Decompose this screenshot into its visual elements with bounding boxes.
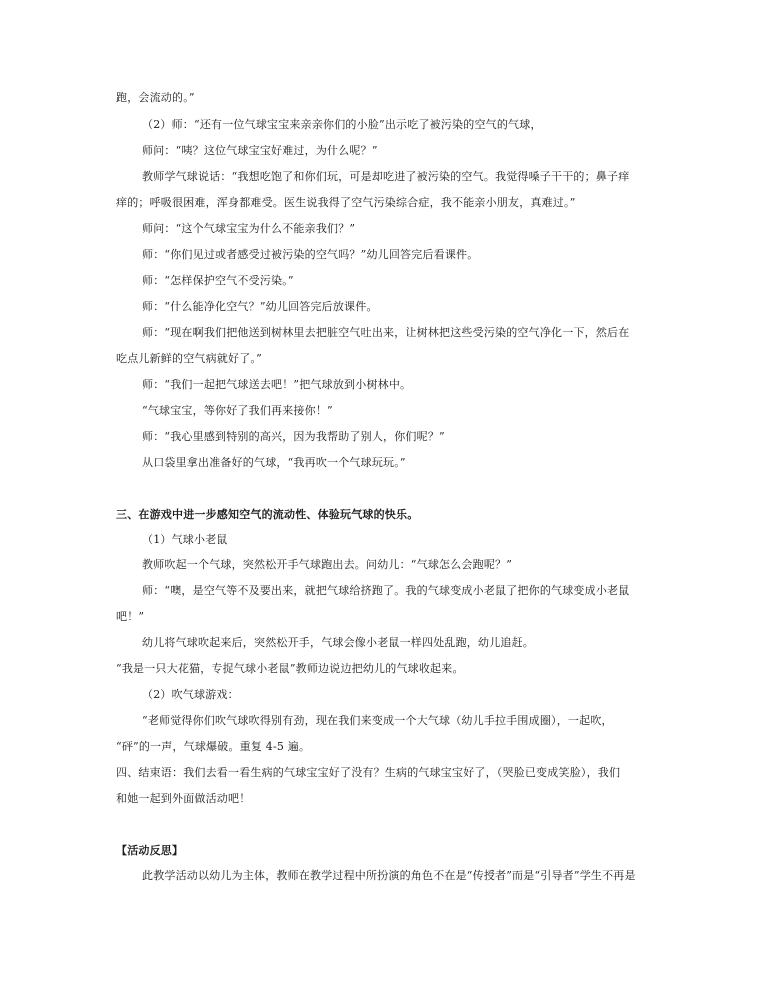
text-line: “老师觉得你们吹气球吹得别有劲，现在我们来变成一个大气球（幼儿手拉手围成圈），一起吹，	[142, 714, 613, 727]
text-line: （1）气球小老鼠	[142, 533, 228, 546]
text-line: （2）师：“还有一位气球宝宝来亲亲你们的小脸”出示吃了被污染的空气的气球，	[142, 118, 542, 131]
text-line: 此教学活动以幼儿为主体，教师在教学过程中所扮演的角色不在是“传授者”而是“引导者”学生不再是	[142, 869, 636, 882]
section-heading: 三、在游戏中进一步感知空气的流动性、体验玩气球的快乐。	[116, 508, 419, 521]
text-line: “我是一只大花猫，专捉气球小老鼠”教师边说边把幼儿的气球收起来。	[116, 662, 464, 675]
text-line: （2）吹气球游戏：	[142, 688, 239, 701]
text-line: 和她一起到外面做活动吧！	[116, 792, 251, 805]
text-line: 师问：“咦？这位气球宝宝好难过，为什么呢？”	[142, 144, 378, 157]
text-line: 从口袋里拿出准备好的气球，“我再吹一个气球玩玩。”	[142, 456, 406, 469]
text-line: 吧！”	[116, 610, 145, 623]
text-line: “砰”的一声，气球爆破。重复 4-5 遍。	[116, 740, 311, 753]
section-heading: 【活动反思】	[116, 844, 184, 857]
text-line: 吃点儿新鲜的空气病就好了。”	[116, 352, 262, 365]
text-line: 师问：“这个气球宝宝为什么不能亲我们？”	[142, 222, 356, 235]
text-line: 教师学气球说话：“我想吃饱了和你们玩，可是却吃进了被污染的空气。我觉得嗓子干干的；鼻子痒	[142, 170, 630, 183]
text-line: 教师吹起一个气球，突然松开手气球跑出去。问幼儿：“气球怎么会跑呢？”	[142, 558, 513, 571]
section-heading: 四、结束语：我们去看一看生病的气球宝宝好了没有？生病的气球宝宝好了，（哭脸已变成笑脸），我们	[116, 766, 621, 779]
text-line: “气球宝宝，等你好了我们再来接你！”	[142, 404, 333, 417]
text-line: 师：“你们见过或者感受过被污染的空气吗？”幼儿回答完后看课件。	[142, 248, 479, 261]
text-line: 痒的；呼吸很困难，浑身都难受。医生说我得了空气污染综合症，我不能亲小朋友，真难过。”	[116, 196, 576, 209]
text-line: 师：“我心里感到特别的高兴，因为我帮助了别人，你们呢？”	[142, 430, 445, 443]
text-line: 师：“怎样保护空气不受污染。”	[142, 274, 294, 287]
text-line: 师：“噢，是空气等不及要出来，就把气球给挤跑了。我的气球变成小老鼠了把你的气球变成小老鼠	[142, 584, 630, 597]
text-line: 师：“什么能净化空气？”幼儿回答完后放课件。	[142, 300, 378, 313]
text-line: 幼儿将气球吹起来后，突然松开手，气球会像小老鼠一样四处乱跑，幼儿追赶。	[142, 636, 534, 649]
text-line: 师：“我们一起把气球送去吧！”把气球放到小树林中。	[142, 378, 412, 391]
text-line: 师：“现在啊我们把他送到树林里去把脏空气吐出来，让树林把这些受污染的空气净化一下，然后在	[142, 326, 630, 339]
text-line: 跑，会流动的。”	[116, 91, 195, 104]
